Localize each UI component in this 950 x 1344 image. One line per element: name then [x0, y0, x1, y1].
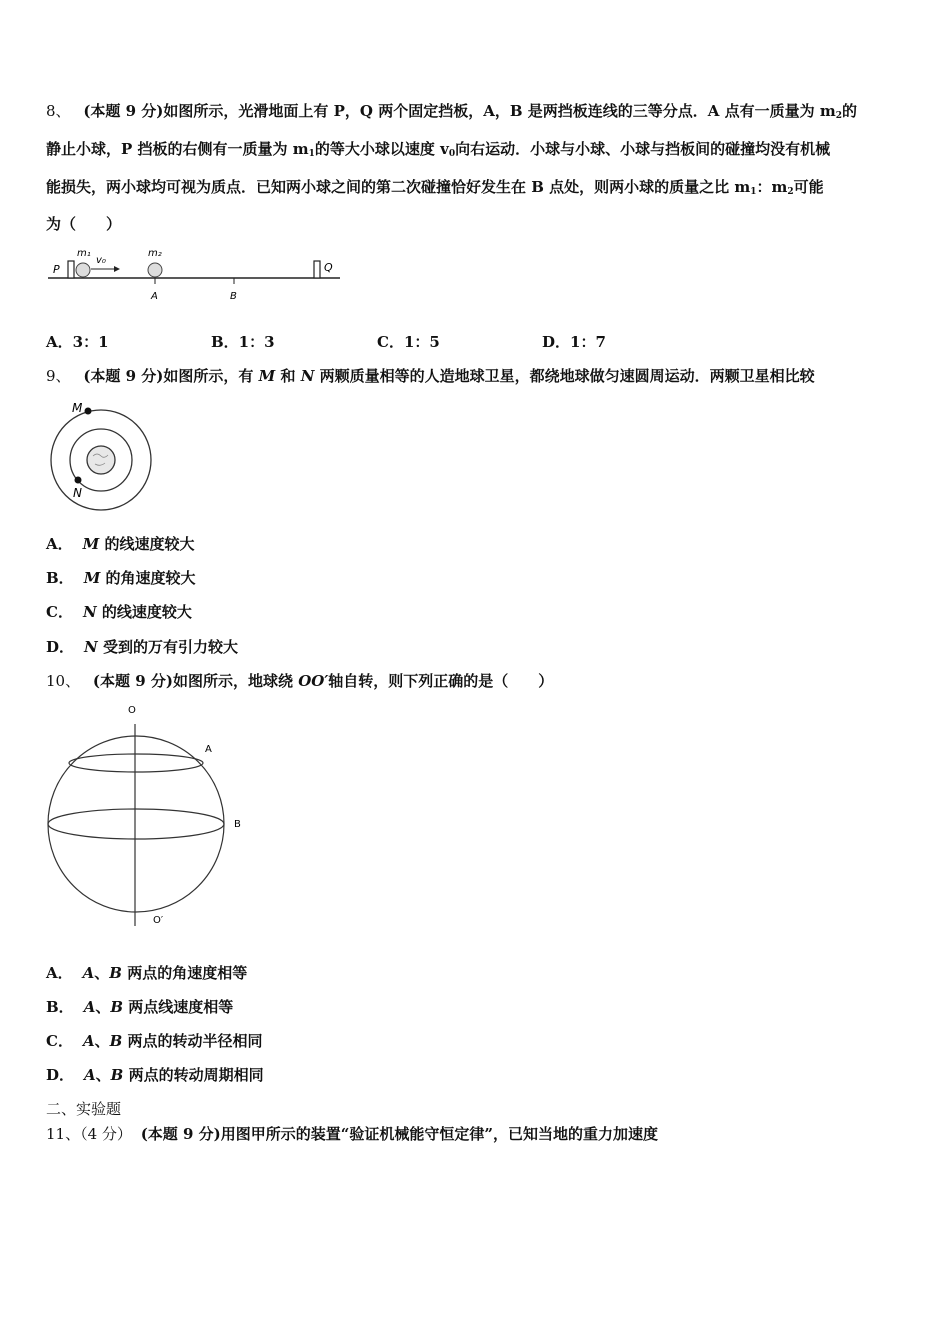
q10-figure — [46, 700, 256, 935]
q9-option-b[interactable]: B． M 的角速度较大 — [46, 569, 196, 587]
q8-option-d[interactable]: D．1：7 — [542, 333, 606, 351]
q9-option-a[interactable]: A． M 的线速度较大 — [46, 535, 195, 553]
q8-line-2: 静止小球，P 挡板的右侧有一质量为 $m_1$的等大小球以速度 $v_0$向右运动．小球与小球、小球与挡板间的碰撞均没有机械 — [46, 140, 831, 159]
q8-line-3: 能损失，两小球均可视为质点．已知两小球之间的第二次碰撞恰好发生在 B 点处，则两小球的质量之比 $m_1$：$m_2$可能 — [46, 178, 824, 197]
q9-stem: 9、 (本题 9 分)如图所示，有 M 和 N 两颗质量相等的人造地球卫星，都绕地球做匀速圆周运动．两颗卫星相比较 — [46, 367, 815, 385]
barrier-q — [314, 261, 320, 278]
label-p: P — [53, 263, 60, 276]
q10-option-a[interactable]: A． A、B 两点的角速度相等 — [46, 964, 248, 982]
label-m2: m₂ — [148, 248, 162, 259]
section-title: 二、实验题 — [46, 1100, 122, 1118]
equator-b — [48, 809, 224, 839]
label-o-prime: O′ — [153, 915, 164, 926]
q8-option-b[interactable]: B．1：3 — [211, 333, 275, 351]
q8-line-4: 为（ ） — [46, 215, 122, 233]
earth — [87, 446, 115, 474]
earth-sphere — [48, 736, 224, 912]
q8-line-1: 8、 (本题 9 分)如图所示，光滑地面上有 P，Q 两个固定挡板，A，B 是两挡板连线的三等分点．A 点有一质量为 $m_2$的 — [46, 102, 857, 121]
label-a: A — [151, 291, 158, 302]
satellite-n — [75, 477, 82, 484]
q10-option-b[interactable]: B． A、B 两点线速度相等 — [46, 998, 234, 1016]
label-q: Q — [324, 261, 333, 274]
label-n: N — [73, 486, 82, 500]
label-a: A — [205, 744, 212, 755]
q9-option-d[interactable]: D． N 受到的万有引力较大 — [46, 638, 238, 656]
q9-option-c[interactable]: C． N 的线速度较大 — [46, 603, 192, 621]
q11-stem: 11、（4 分） (本题 9 分)用图甲所示的装置“验证机械能守恒定律”，已知当地的重力加速度 — [46, 1125, 659, 1143]
q8-number: 8、 — [46, 102, 71, 120]
q10-option-c[interactable]: C． A、B 两点的转动半径相同 — [46, 1032, 263, 1050]
velocity-arrowhead — [114, 266, 120, 272]
ball-m2 — [148, 263, 162, 277]
q8-option-c[interactable]: C．1：5 — [377, 333, 440, 351]
q8-tag: (本题 9 分) — [83, 102, 164, 120]
label-o: O — [128, 705, 136, 716]
label-b: B — [234, 819, 241, 830]
barrier-p — [68, 261, 74, 278]
satellite-m — [85, 408, 92, 415]
q10-option-d[interactable]: D． A、B 两点的转动周期相同 — [46, 1066, 264, 1084]
ball-m1 — [76, 263, 90, 277]
q9-figure — [46, 398, 156, 513]
label-m: M — [72, 401, 83, 415]
label-b: B — [230, 291, 237, 302]
q8-option-a[interactable]: A．3：1 — [46, 333, 109, 351]
q10-stem: 10、 (本题 9 分)如图所示，地球绕 OO′轴自转，则下列正确的是（ ） — [46, 672, 554, 690]
label-v0: v₀ — [96, 255, 106, 266]
latitude-circle-a — [69, 754, 203, 772]
q8-figure — [46, 243, 346, 305]
label-m1: m₁ — [77, 248, 91, 259]
